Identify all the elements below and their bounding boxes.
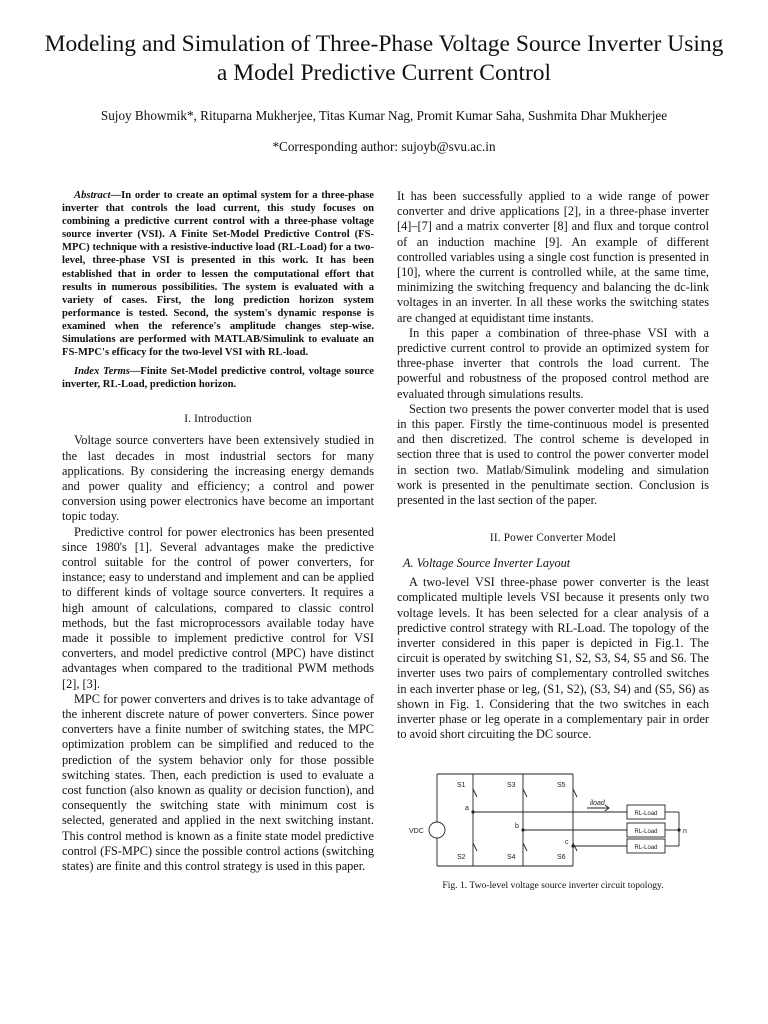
label-vdc: VDC bbox=[409, 827, 424, 835]
label-rl-load-c: RL-Load bbox=[634, 844, 658, 851]
switch-s4 bbox=[523, 843, 527, 851]
switch-s1 bbox=[473, 789, 477, 797]
inverter-circuit-diagram bbox=[397, 767, 709, 873]
model-heading: II. Power Converter Model bbox=[489, 532, 617, 545]
figure-1 bbox=[397, 767, 709, 891]
intro-paragraph-2: Predictive control for power electronics has been presented since 1980's [1]. Several advantages make the predictive control suitable for the control of power converters, for instance; easy to understand and implement and can be applied to different kinds of voltage source converters. It requires a high amount of calculations, compared to classic control methods, but the fast microprocessors available today have made it possible to implement predictive control for VSI converters, and model predictive control (MPC) have distinct advantages when compared to the traditional PWM methods [2], [3]. bbox=[62, 524, 374, 691]
index-terms-text: Finite Set-Model predictive control, voltage source inverter, RL-Load, prediction horizon. bbox=[62, 366, 374, 391]
intro-paragraph-1: Voltage source converters have been extensively studied in the last decades in most industrial sectors for many applications. By considering the increasing energy demands and power quality and efficiency; a control and power conversion using power electronics have become an important topic today. bbox=[62, 433, 374, 524]
index-terms-label: Index Terms bbox=[74, 366, 130, 378]
label-s1: S1 bbox=[457, 781, 466, 789]
label-node-n: n bbox=[683, 827, 687, 835]
label-s5: S5 bbox=[557, 781, 566, 789]
figure-caption: Fig. 1. Two-level voltage source inverter circuit topology. bbox=[442, 879, 664, 891]
left-column bbox=[62, 189, 374, 874]
label-s6: S6 bbox=[557, 853, 566, 861]
abstract: Abstract—In order to create an optimal system for a three-phase inverter that controls the load current, this study focuses on combining a predictive current control with a three-phase voltage source inverter (VSI). A Finite Set-Model Predictive Control (FS-MPC) technique with a resistive-inductive load (RL-Load) for a two-level, three-phase VSI is presented in this work. It has been established that in order to lessen the computational effort that results in numerous possibilities. The system is evaluated with a variety of cases. First, the long prediction horizon system performance is tested. Second, the system's dynamic response is examined when the reference's amplitude changes step-wise. Simulations are performed with MATLAB/Simulink to evaluate an FS-MPC's efficacy for the two-level VSI with RL-load. bbox=[62, 190, 374, 359]
author-list: Sujoy Bhowmik*, Rituparna Mukherjee, Titas Kumar Nag, Promit Kumar Saha, Sushmita Dhar Mukherjee bbox=[100, 108, 668, 123]
label-s3: S3 bbox=[507, 781, 516, 789]
abstract-label: Abstract bbox=[74, 190, 111, 201]
label-node-a: a bbox=[465, 804, 469, 812]
label-node-b: b bbox=[515, 822, 519, 830]
right-paragraph-2: In this paper a combination of three-phase VSI with a predictive current control to provide an optimized system for three-phase inverter that controls the load current. The powerful and robustness of the proposed control method are evaluated through simulations results. bbox=[397, 325, 709, 401]
switch-s3 bbox=[523, 789, 527, 797]
index-terms: Index Terms—Finite Set-Model predictive control, voltage source inverter, RL-Load, prediction horizon. bbox=[62, 366, 374, 391]
label-iload: iload bbox=[590, 799, 605, 807]
label-s4: S4 bbox=[507, 853, 516, 861]
label-node-c: c bbox=[565, 838, 569, 846]
intro-heading: I. Introduction bbox=[184, 413, 252, 426]
label-s2: S2 bbox=[457, 853, 466, 861]
switch-s2 bbox=[473, 843, 477, 851]
paper-title: Modeling and Simulation of Three-Phase Voltage Source Inverter Using a Model Predictive Current Control bbox=[44, 31, 724, 86]
abstract-text: In order to create an optimal system for a three-phase inverter that controls the load current, this study focuses on combining a predictive current control with a three-phase voltage source inverter (VSI). A Finite Set-Model Predictive Control (FS-MPC) technique with a resistive-inductive load (RL-Load) for a two-level, three-phase VSI is presented in this work. It has been established that in order to lessen the computational effort that results in numerous possibilities. The system is evaluated with a variety of cases. First, the long prediction horizon system performance is tested. Second, the system's dynamic response is examined when the reference's amplitude changes step-wise. Simulations are performed with MATLAB/Simulink to evaluate an FS-MPC's efficacy for the two-level VSI with RL-load. bbox=[62, 190, 374, 359]
right-paragraph-3: Section two presents the power converter model that is used in this paper. Firstly the time-continuous model is presented and then discretized. The control scheme is developed in section three that is used to control the power converter model in section two. Matlab/Simulink modeling and simulation work is presented in the penultimate section. Conclusion is presented in the last section of the paper. bbox=[397, 401, 709, 508]
corresponding-author: *Corresponding author: sujoyb@svu.ac.in bbox=[272, 139, 496, 154]
label-rl-load-b: RL-Load bbox=[634, 828, 658, 835]
right-paragraph-1: It has been successfully applied to a wide range of power converter and drive applications [2], in a three-phase inverter [4]–[7] and a matrix converter [8] and flux and torque control of an induction machine [9]. An example of different controlled variables using a single cost function is presented in [10], where the current is controlled while, at the same time, minimizing the switching frequency and balancing the dc-link voltages in an inverter. In all these works the switching states are changed at equidistant time instants. bbox=[397, 189, 709, 325]
model-paragraph-1: A two-level VSI three-phase power converter is the least complicated multiple levels VSI because it presents only two voltage levels. It has been selected for a clear analysis of a predictive control strategy with RL-Load. The topology of the inverter considered in this paper is depicted in Fig.1. The circuit is operated by switching S1, S2, S3, S4, S5 and S6. The inverter uses two pairs of complementary controlled switches in each inverter phase or leg, (S1, S2), (S3, S4) and (S5, S6) as shown in Fig. 1. Considering that the two switches in each inverter phase or leg operate in a complementary pair in order to avoid short circuiting the DC source. bbox=[397, 575, 709, 742]
intro-paragraph-3: MPC for power converters and drives is to take advantage of the inherent discrete nature of power converters. Since power converters have a finite number of switching states, the MPC optimization problem can be simplified and reduced to the prediction of the system behavior only for those possible switching states. Then, each prediction is used to evaluate a cost function (also known as quality or decision function), and consequently the switching state with minimum cost is selected, generated and applied in the next switching instant. This control method is known as a finite state model predictive control (FS-MPC) since the possible control actions (switching states) are finite and this control strategy is used in this paper. bbox=[62, 691, 374, 874]
switch-s5 bbox=[573, 789, 577, 797]
subsection-heading: A. Voltage Source Inverter Layout bbox=[403, 556, 571, 571]
right-column bbox=[397, 189, 709, 891]
label-rl-load-a: RL-Load bbox=[634, 810, 658, 817]
dc-source-symbol bbox=[429, 822, 445, 838]
